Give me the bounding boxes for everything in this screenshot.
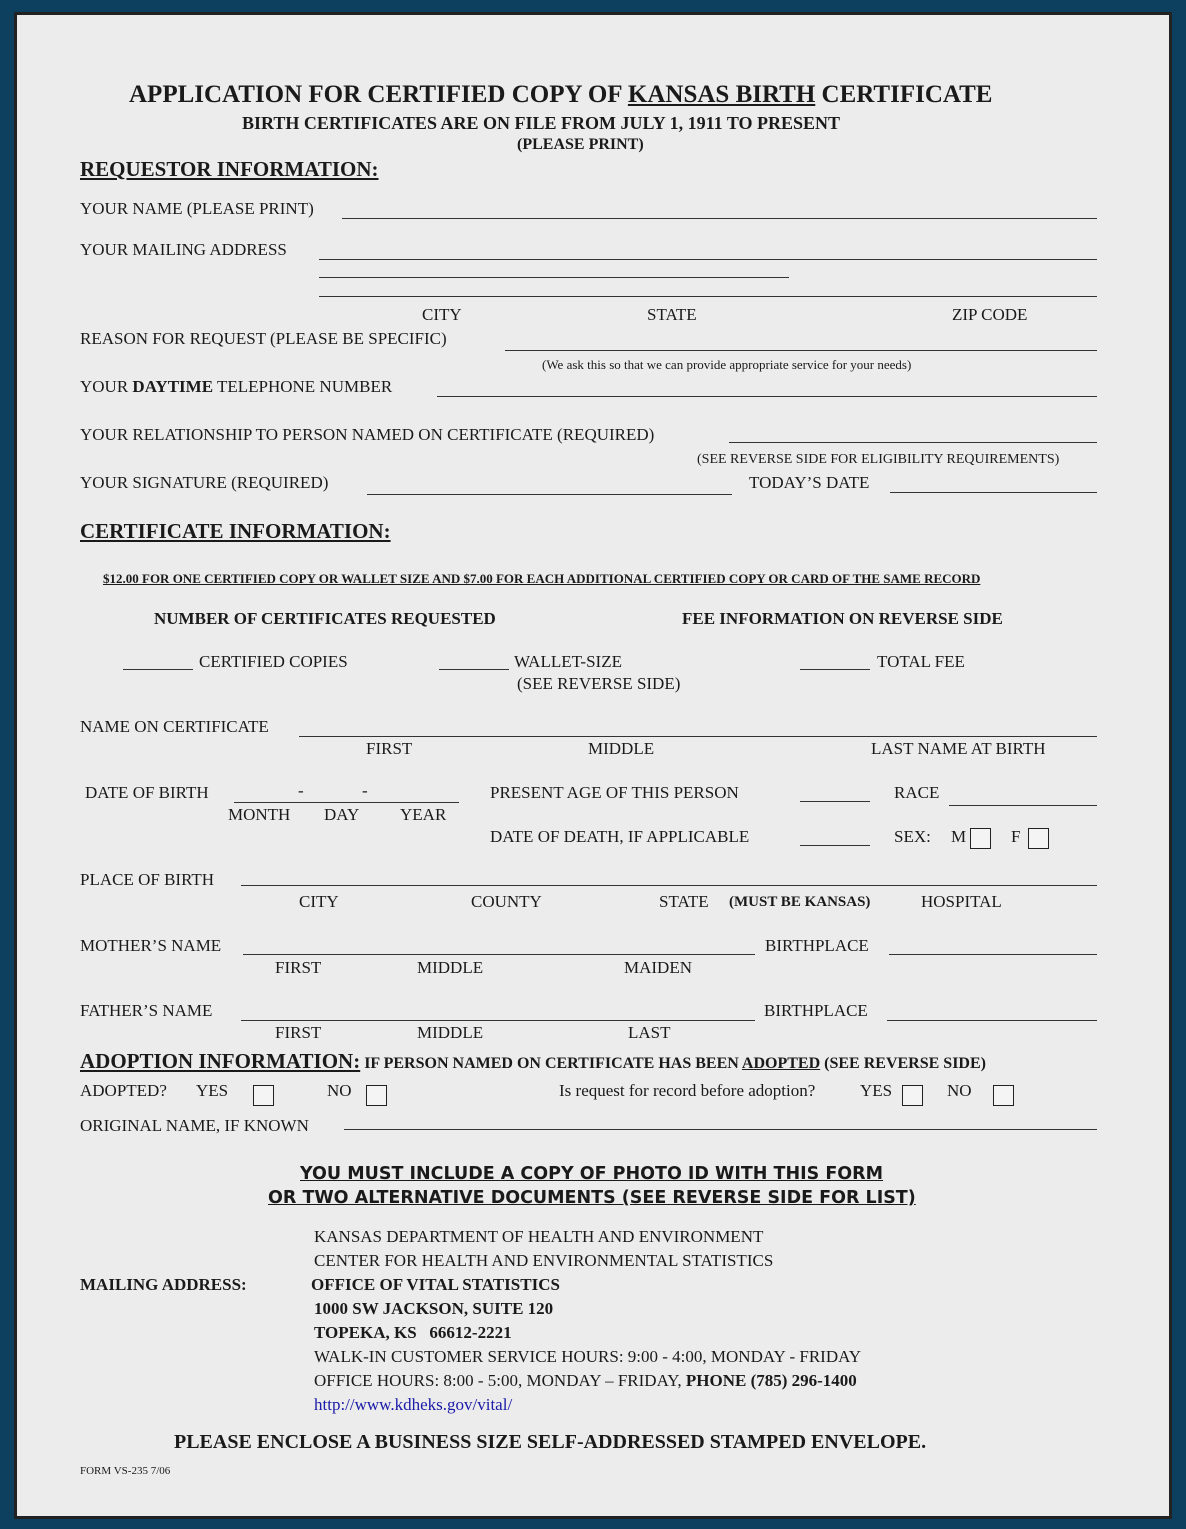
age-field[interactable] [800, 801, 870, 802]
race-label: RACE [894, 783, 940, 802]
zip-caption: ZIP CODE [952, 305, 1028, 324]
phone-suffix: TELEPHONE NUMBER [213, 377, 393, 396]
female-label: F [1011, 827, 1021, 846]
name-on-cert-field[interactable] [299, 736, 1097, 737]
dob-dash-2: - [362, 781, 368, 800]
mother-first-caption: FIRST [275, 958, 322, 977]
pob-state-caption: STATE [659, 892, 709, 911]
form-subtitle: BIRTH CERTIFICATES ARE ON FILE FROM JULY 1, 1911 TO PRESENT [242, 113, 841, 133]
print-note: (PLEASE PRINT) [517, 136, 644, 153]
reason-label: REASON FOR REQUEST (PLEASE BE SPECIFIC) [80, 329, 447, 348]
mailing-city: TOPEKA, KS 66612-2221 [314, 1323, 512, 1342]
middle-caption: MIDDLE [588, 739, 655, 758]
name-on-cert-label: NAME ON CERTIFICATE [80, 717, 269, 736]
pob-hospital-caption: HOSPITAL [921, 892, 1002, 911]
mother-field[interactable] [243, 954, 755, 955]
mother-label: MOTHER’S NAME [80, 936, 222, 955]
number-requested: NUMBER OF CERTIFICATES REQUESTED [154, 609, 496, 628]
death-label: DATE OF DEATH, IF APPLICABLE [490, 827, 750, 846]
father-birthplace-field[interactable] [887, 1020, 1097, 1021]
month-caption: MONTH [228, 805, 291, 824]
before-no-checkbox[interactable] [993, 1085, 1014, 1106]
must-be-kansas: (MUST BE KANSAS) [729, 894, 871, 910]
fee-info: FEE INFORMATION ON REVERSE SIDE [682, 609, 1003, 628]
male-checkbox[interactable] [970, 828, 991, 849]
father-field[interactable] [241, 1020, 755, 1021]
adoption-note-prefix: IF PERSON NAMED ON CERTIFICATE HAS BEEN [360, 1055, 742, 1072]
mother-maiden-caption: MAIDEN [624, 958, 692, 977]
reason-field[interactable] [505, 350, 1097, 351]
female-checkbox[interactable] [1028, 828, 1049, 849]
state-caption: STATE [647, 305, 697, 324]
adopted-no-label: NO [327, 1081, 352, 1100]
wallet-note: (SEE REVERSE SIDE) [517, 674, 681, 693]
reason-note: (We ask this so that we can provide appropriate service for your needs) [542, 357, 912, 372]
sex-label: SEX: [894, 827, 931, 846]
certified-copies-field[interactable] [123, 669, 193, 670]
adoption-heading: ADOPTION INFORMATION: [80, 1049, 361, 1073]
address-label: YOUR MAILING ADDRESS [80, 240, 287, 259]
before-no-label: NO [947, 1081, 972, 1100]
address-field-1[interactable] [319, 259, 1097, 260]
wallet-size-field[interactable] [439, 669, 509, 670]
name-label: YOUR NAME (PLEASE PRINT) [80, 199, 314, 218]
before-yes-checkbox[interactable] [902, 1085, 923, 1106]
vital-link[interactable]: http://www.kdheks.gov/vital/ [314, 1395, 513, 1414]
dob-label: DATE OF BIRTH [85, 783, 209, 802]
office-phone: PHONE (785) 296-1400 [685, 1371, 857, 1390]
age-label: PRESENT AGE OF THIS PERSON [490, 783, 739, 802]
mother-middle-caption: MIDDLE [417, 958, 484, 977]
dob-field[interactable] [234, 802, 459, 803]
name-field[interactable] [342, 218, 1097, 219]
original-name-field[interactable] [344, 1129, 1097, 1130]
adopted-label: ADOPTED? [80, 1081, 167, 1100]
eligibility-note: (SEE REVERSE SIDE FOR ELIGIBILITY REQUIREMENTS) [697, 452, 1060, 467]
father-label: FATHER’S NAME [80, 1001, 213, 1020]
form-page [14, 12, 1172, 1519]
adoption-heading-row [80, 1049, 986, 1074]
father-birthplace-label: BIRTHPLACE [764, 1001, 868, 1020]
pob-label: PLACE OF BIRTH [80, 870, 215, 889]
father-middle-caption: MIDDLE [417, 1023, 484, 1042]
last-at-birth-caption: LAST NAME AT BIRTH [871, 739, 1046, 758]
day-caption: DAY [324, 805, 360, 824]
father-first-caption: FIRST [275, 1023, 322, 1042]
address-field-3[interactable] [319, 296, 1097, 297]
form-id: FORM VS-235 7/06 [80, 1465, 171, 1477]
phone-field[interactable] [437, 396, 1097, 397]
relationship-field[interactable] [729, 442, 1097, 443]
address-field-2[interactable] [319, 277, 789, 278]
male-label: M [951, 827, 967, 846]
phone-prefix: YOUR [80, 377, 133, 396]
total-fee-label: TOTAL FEE [877, 652, 965, 671]
certified-copies-label: CERTIFIED COPIES [199, 652, 348, 671]
race-field[interactable] [949, 805, 1097, 806]
photo-id-notice-1: YOU MUST INCLUDE A COPY OF PHOTO ID WITH THIS FORM [300, 1164, 884, 1184]
year-caption: YEAR [400, 805, 447, 824]
adopted-yes-label: YES [196, 1081, 229, 1100]
certificate-heading: CERTIFICATE INFORMATION: [80, 519, 391, 543]
city-caption: CITY [422, 305, 462, 324]
before-adoption-label: Is request for record before adoption? [559, 1081, 816, 1100]
death-field[interactable] [800, 845, 870, 846]
original-name-label: ORIGINAL NAME, IF KNOWN [80, 1116, 309, 1135]
adopted-yes-checkbox[interactable] [253, 1085, 274, 1106]
title-suffix: CERTIFICATE [815, 81, 993, 108]
title-prefix: APPLICATION FOR CERTIFIED COPY OF [129, 81, 628, 108]
relationship-label: YOUR RELATIONSHIP TO PERSON NAMED ON CERTIFICATE (REQUIRED) [80, 425, 655, 444]
signature-field[interactable] [367, 494, 732, 495]
mother-birthplace-label: BIRTHPLACE [765, 936, 869, 955]
fee-line: $12.00 FOR ONE CERTIFIED COPY OR WALLET SIZE AND $7.00 FOR EACH ADDITIONAL CERTIFIED COPY OR CARD OF THE SAME RECORD [103, 571, 981, 586]
mailing-office: OFFICE OF VITAL STATISTICS [311, 1275, 560, 1294]
walkin-hours: WALK-IN CUSTOMER SERVICE HOURS: 9:00 - 4:00, MONDAY - FRIDAY [314, 1347, 862, 1366]
mailing-center: CENTER FOR HEALTH AND ENVIRONMENTAL STATISTICS [314, 1251, 774, 1270]
vital-link-wrap [314, 1395, 512, 1415]
phone-label [80, 377, 392, 397]
photo-id-notice-2: OR TWO ALTERNATIVE DOCUMENTS (SEE REVERSE SIDE FOR LIST) [268, 1188, 916, 1208]
office-hours-text: OFFICE HOURS: 8:00 - 5:00, MONDAY – FRIDAY, [314, 1371, 686, 1390]
office-hours [314, 1371, 857, 1391]
pob-city-caption: CITY [299, 892, 339, 911]
wallet-size-label: WALLET-SIZE [514, 652, 622, 671]
envelope-notice: PLEASE ENCLOSE A BUSINESS SIZE SELF-ADDRESSED STAMPED ENVELOPE. [174, 1431, 927, 1453]
signature-label: YOUR SIGNATURE (REQUIRED) [80, 473, 329, 492]
father-last-caption: LAST [628, 1023, 671, 1042]
mailing-label: MAILING ADDRESS: [80, 1275, 247, 1294]
pob-county-caption: COUNTY [471, 892, 542, 911]
mother-birthplace-field[interactable] [889, 954, 1097, 955]
dob-dash-1: - [298, 781, 304, 800]
date-field[interactable] [890, 492, 1097, 493]
adopted-no-checkbox[interactable] [366, 1085, 387, 1106]
date-label: TODAY’S DATE [749, 473, 870, 492]
adoption-note-suffix: (SEE REVERSE SIDE) [820, 1055, 986, 1072]
first-caption: FIRST [366, 739, 413, 758]
adoption-note-underlined: ADOPTED [741, 1055, 821, 1072]
title-underlined: KANSAS BIRTH [627, 81, 816, 108]
requestor-heading: REQUESTOR INFORMATION: [80, 157, 379, 181]
before-yes-label: YES [860, 1081, 893, 1100]
mailing-street: 1000 SW JACKSON, SUITE 120 [314, 1299, 554, 1318]
mailing-dept: KANSAS DEPARTMENT OF HEALTH AND ENVIRONMENT [314, 1227, 764, 1246]
total-fee-field[interactable] [800, 669, 870, 670]
pob-field[interactable] [241, 885, 1097, 886]
form-title [129, 81, 992, 109]
phone-bold: DAYTIME [132, 377, 214, 396]
